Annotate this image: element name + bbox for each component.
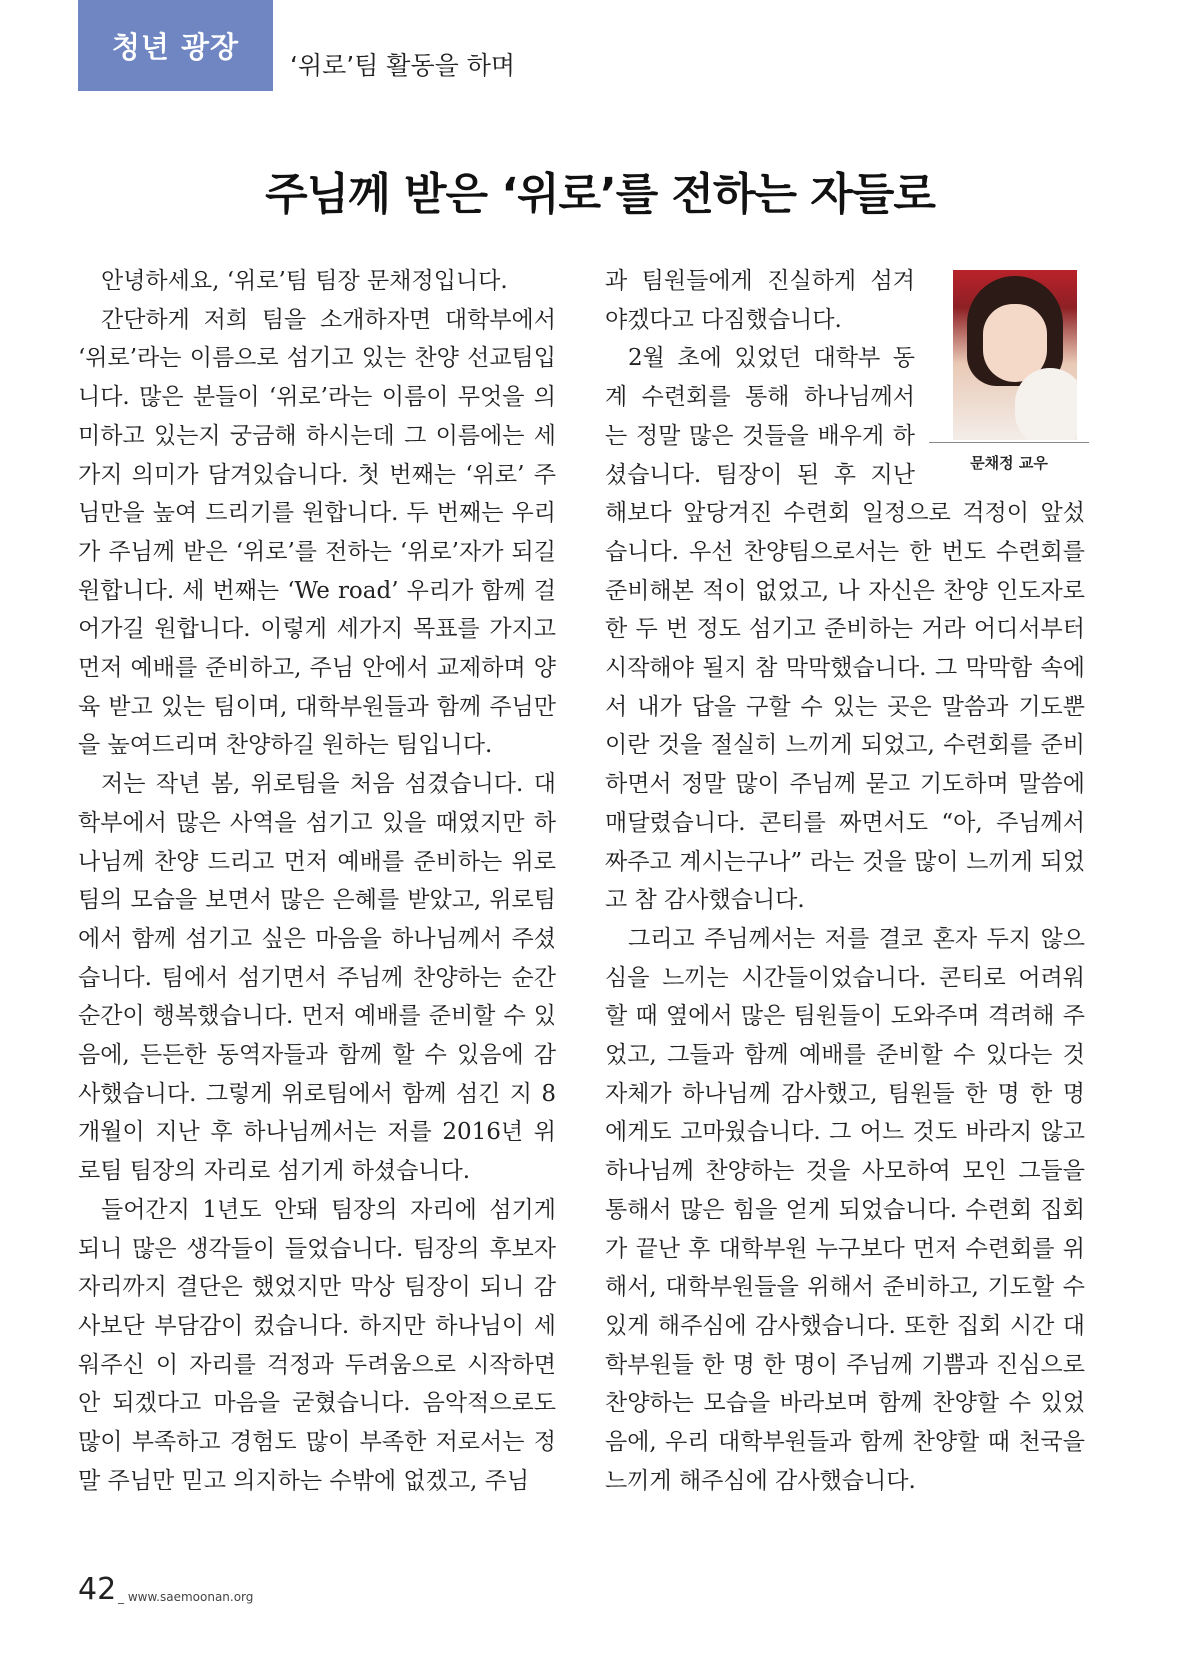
author-photo <box>953 270 1077 440</box>
section-tab <box>78 0 273 91</box>
section-label: 청년 광장 <box>111 30 240 64</box>
section-subtitle: ‘위로’팀 활동을 하며 <box>290 51 515 80</box>
paragraph: 간단하게 저희 팀을 소개하자면 대학부에서 ‘위로’라는 이름으로 섬기고 있는 찬양 선교팀입니다. 많은 분들이 ‘위로’라는 이름이 무엇을 의미하고 있는지 궁금해 하시는데 그 이름에는 세 가지 의미가 담겨있습니다. 첫 번째는 ‘위로’ 주님만을 높여 드리기를 원합니다. 두 번째는 우리가 주님께 받은 ‘위로’를 전하는 ‘위로’자가 되길 원합니다. 세 번째는 ‘We road’ 우리가 함께 걸어가길 원합니다. 이렇게 세가지 목표를 가지고 먼저 예배를 준비하고, 주님 안에서 교제하며 양육 받고 있는 팀이며, 대학부원들과 함께 주님만을 높여드리며 찬양하길 원하는 팀입니다. <box>78 306 556 759</box>
footer-url: _ www.saemoonan.org <box>118 1590 254 1604</box>
caption-rule <box>929 442 1089 443</box>
photo-caption: 문채정 교우 <box>970 454 1048 472</box>
paragraph: 안녕하세요, ‘위로’팀 팀장 문채정입니다. <box>101 268 508 294</box>
author-photo-block <box>929 270 1089 475</box>
paragraph: 2월 초에 있었던 대학부 동계 수련회를 통해 하나님께서는 정말 많은 것들을 배우게 하셨습니다. 팀장이 된 후 지난 해보다 앞당겨진 수련회 일정으로 걱정이 앞섰습니다. 우선 찬양팀으로서는 한 번도 수련회를 준비해본 적이 없었고, 나 자신은 찬양 인도자로 한 두 번 정도 섬기고 준비하는 거라 어디서부터 시작해야 될지 참 막막했습니다. 그 막막함 속에서 내가 답을 구할 수 있는 곳은 말씀과 기도뿐이란 것을 절실히 느끼게 되었고, 수련회를 준비하면서 정말 많이 주님께 묻고 기도하며 말씀에 매달렸습니다. 콘티를 짜면서도 “아, 주님께서 짜주고 계시는구나” 라는 것을 많이 느끼게 되었고 참 감사했습니다. <box>605 345 1085 914</box>
paragraph: 그리고 주님께서는 저를 결코 혼자 두지 않으심을 느끼는 시간들이었습니다. 콘티로 어려워할 때 옆에서 많은 팀원들이 도와주며 격려해 주었고, 그들과 함께 예배를 준비할 수 있다는 것 자체가 하나님께 감사했고, 팀원들 한 명 한 명에게도 고마웠습니다. 그 어느 것도 바라지 않고 하나님께 찬양하는 것을 사모하여 모인 그들을 통해서 많은 힘을 얻게 되었습니다. 수련회 집회가 끝난 후 대학부원 누구보다 먼저 수련회를 위해서, 대학부원들을 위해서 준비하고, 기도할 수 있게 해주심에 감사했습니다. 또한 집회 시간 대학부원들 한 명 한 명이 주님께 기쁨과 진심으로 찬양하는 모습을 바라보며 함께 찬양할 수 있었음에, 우리 대학부원들과 함께 찬양할 때 천국을 느끼게 해주심에 감사했습니다. <box>605 925 1085 1494</box>
article-column-left <box>78 262 556 1501</box>
paragraph: 들어간지 1년도 안돼 팀장의 자리에 섬기게 되니 많은 생각들이 들었습니다. 팀장의 후보자 자리까지 결단은 했었지만 막상 팀장이 되니 감사보단 부담감이 컸습니다. 하지만 하나님이 세워주신 이 자리를 걱정과 두려움으로 시작하면 안 되겠다고 마음을 굳혔습니다. 음악적으로도 많이 부족하고 경험도 많이 부족한 저로서는 정말 주님만 믿고 의지하는 수밖에 없겠고, 주님 <box>78 1196 556 1494</box>
paragraph: 과 팀원들에게 진실하게 섬겨야겠다고 다짐했습니다. <box>605 268 915 333</box>
article-column-right <box>605 262 1085 1501</box>
paragraph: 저는 작년 봄, 위로팀을 처음 섬겼습니다. 대학부에서 많은 사역을 섬기고 있을 때였지만 하나님께 찬양 드리고 먼저 예배를 준비하는 위로팀의 모습을 보면서 많은 은혜를 받았고, 위로팀에서 함께 섬기고 싶은 마음을 하나님께서 주셨습니다. 팀에서 섬기면서 주님께 찬양하는 순간순간이 행복했습니다. 먼저 예배를 준비할 수 있음에, 든든한 동역자들과 함께 할 수 있음에 감사했습니다. 그렇게 위로팀에서 함께 섬긴 지 8개월이 지난 후 하나님께서는 저를 2016년 위로팀 팀장의 자리로 섬기게 하셨습니다. <box>78 771 556 1185</box>
page-number: 42 <box>78 1572 117 1607</box>
article-title: 주님께 받은 ‘위로’를 전하는 자들로 <box>265 169 935 220</box>
